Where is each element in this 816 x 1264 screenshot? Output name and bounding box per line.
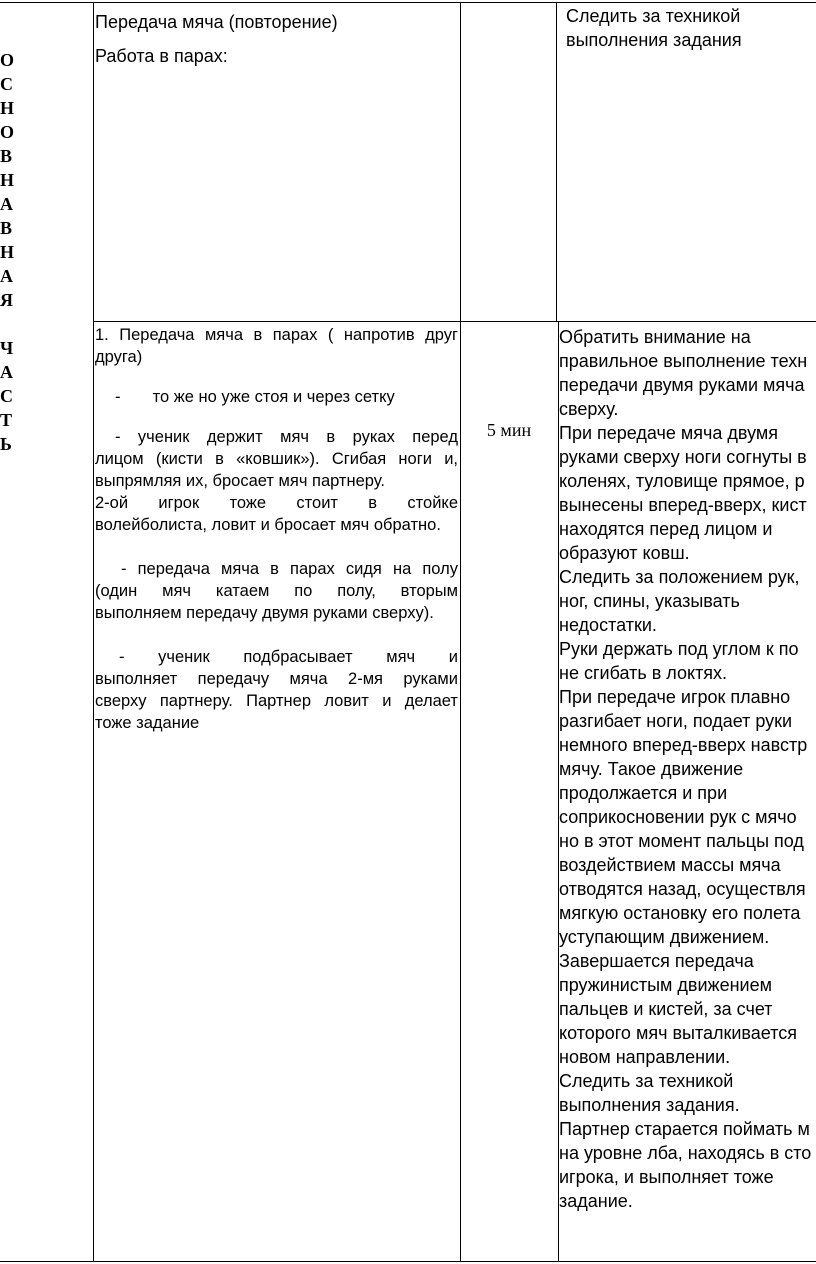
item-line: тоже задание <box>95 714 200 732</box>
exercise-title: Передача мяча (повторение) <box>95 12 338 32</box>
exercise-item-3 <box>95 558 458 624</box>
notes-line: коленях, туловище прямое, р <box>559 471 805 491</box>
notes-line: сверху. <box>559 399 619 419</box>
notes-line: выполнения задания. <box>559 1095 740 1115</box>
notes-line: находятся перед лицом и <box>559 519 773 539</box>
note-line: Следить за техникой <box>566 6 741 26</box>
task-title-line: 1. Передача мяча в парах ( напротив друг <box>95 326 458 344</box>
notes-line: вынесены вперед-вверх, кист <box>559 495 807 515</box>
notes-line: правильное выполнение техн <box>559 351 808 371</box>
notes-line: недостатки. <box>559 615 657 635</box>
notes-line: образуют ковш. <box>559 543 690 563</box>
section-letter: Н <box>0 242 15 262</box>
notes-line: отводятся назад, осуществля <box>559 879 806 899</box>
notes-line: передачи двумя руками мяча <box>559 375 805 395</box>
section-letter: Н <box>0 98 15 118</box>
notes-line: Партнер старается поймать м <box>559 1119 810 1139</box>
item-line: выпрямляя их, бросает мяч партнеру. <box>95 472 385 490</box>
column-divider-2 <box>460 2 461 1262</box>
note-line: выполнения задания <box>566 30 742 50</box>
notes-line: не сгибать в локтях. <box>559 663 728 683</box>
row2-content-cell <box>95 324 458 734</box>
task-title-line: друга) <box>95 348 143 366</box>
row1-notes-cell <box>566 4 814 52</box>
section-letter: О <box>0 122 15 142</box>
notes-line: пружинистым движением <box>559 975 772 995</box>
table-bottom-border <box>0 1261 816 1262</box>
item-line: выполняем передачу двумя руками сверху). <box>95 604 434 622</box>
notes-line: уступающим движением. <box>559 927 770 947</box>
section-label-main-part <box>0 48 20 456</box>
duration-value: 5 мин <box>486 420 532 440</box>
column-divider-1 <box>93 2 94 1262</box>
section-letter: С <box>0 386 13 406</box>
notes-line: разгибает ноги, подает руки <box>559 711 793 731</box>
section-letter: А <box>0 362 13 382</box>
duration-cell <box>461 418 557 442</box>
row2-notes-cell <box>559 325 816 1213</box>
exercise-item-2 <box>95 426 458 536</box>
item-line: - передача мяча в парах сидя на полу <box>121 560 458 578</box>
notes-line: Обратить внимание на <box>559 327 751 347</box>
item-line: волейболиста, ловит и бросает мяч обратно. <box>95 516 441 534</box>
notes-line: которого мяч выталкивается <box>559 1023 798 1043</box>
exercise-item-1: - то же но уже стоя и через сетку <box>115 388 395 406</box>
item-line: лицом (кисти в «ковшик»). Сгибая ноги и, <box>95 450 458 468</box>
section-letter: Т <box>0 410 13 430</box>
row1-content-cell <box>95 10 455 68</box>
section-letter: В <box>0 146 13 166</box>
notes-line: Завершается передача <box>559 951 754 971</box>
section-letter: Ь <box>0 434 12 454</box>
section-letter: Я <box>0 290 13 310</box>
notes-line: ног, спины, указывать <box>559 591 740 611</box>
table-top-border <box>0 2 816 3</box>
notes-line: мягкую остановку его полета <box>559 903 801 923</box>
notes-line: мячу. Такое движение <box>559 759 744 779</box>
notes-line: соприкосновении рук с мячо <box>559 807 797 827</box>
column-divider-3 <box>556 2 557 322</box>
notes-line: но в этот момент пальцы под <box>559 831 804 851</box>
section-letter: Ч <box>0 338 14 358</box>
notes-line: немного вперед-вверх навстр <box>559 735 808 755</box>
notes-line: Руки держать под углом к по <box>559 639 799 659</box>
notes-line: При передаче игрок плавно <box>559 687 791 707</box>
notes-line: продолжается и при <box>559 783 728 803</box>
item-line: сверху партнеру. Партнер ловит и делает <box>95 692 458 710</box>
exercise-item-4 <box>95 646 458 734</box>
notes-list <box>559 325 816 1213</box>
item-line: 2-ой игрок тоже стоит в стойке <box>95 494 458 512</box>
notes-line: игрока, и выполняет тоже <box>559 1167 774 1187</box>
notes-line: задание. <box>559 1191 633 1211</box>
section-letter: А <box>0 194 13 214</box>
notes-line: новом направлении. <box>559 1047 731 1067</box>
section-letter: В <box>0 218 13 238</box>
exercise-subtitle: Работа в парах: <box>95 46 228 66</box>
notes-line: При передаче мяча двумя <box>559 423 778 443</box>
notes-line: руками сверху ноги согнуты в <box>559 447 807 467</box>
notes-line: Следить за техникой <box>559 1071 734 1091</box>
section-letter: Н <box>0 170 15 190</box>
notes-line: на уровне лба, находясь в сто <box>559 1143 812 1163</box>
item-line: (один мяч катаем по полу, вторым <box>95 582 458 600</box>
notes-line: Следить за положением рук, <box>559 567 800 587</box>
section-letter-gap <box>0 312 20 336</box>
row-divider <box>93 321 816 322</box>
notes-line: пальцев и кистей, за счет <box>559 999 773 1019</box>
section-letter: С <box>0 74 13 94</box>
section-letter: О <box>0 50 15 70</box>
item-line: - ученик подбрасывает мяч и <box>119 648 458 666</box>
notes-line: воздействием массы мяча <box>559 855 781 875</box>
section-letter: А <box>0 266 13 286</box>
item-line: выполняет передачу мяча 2-мя руками <box>95 670 458 688</box>
item-line: - ученик держит мяч в руках перед <box>115 428 458 446</box>
